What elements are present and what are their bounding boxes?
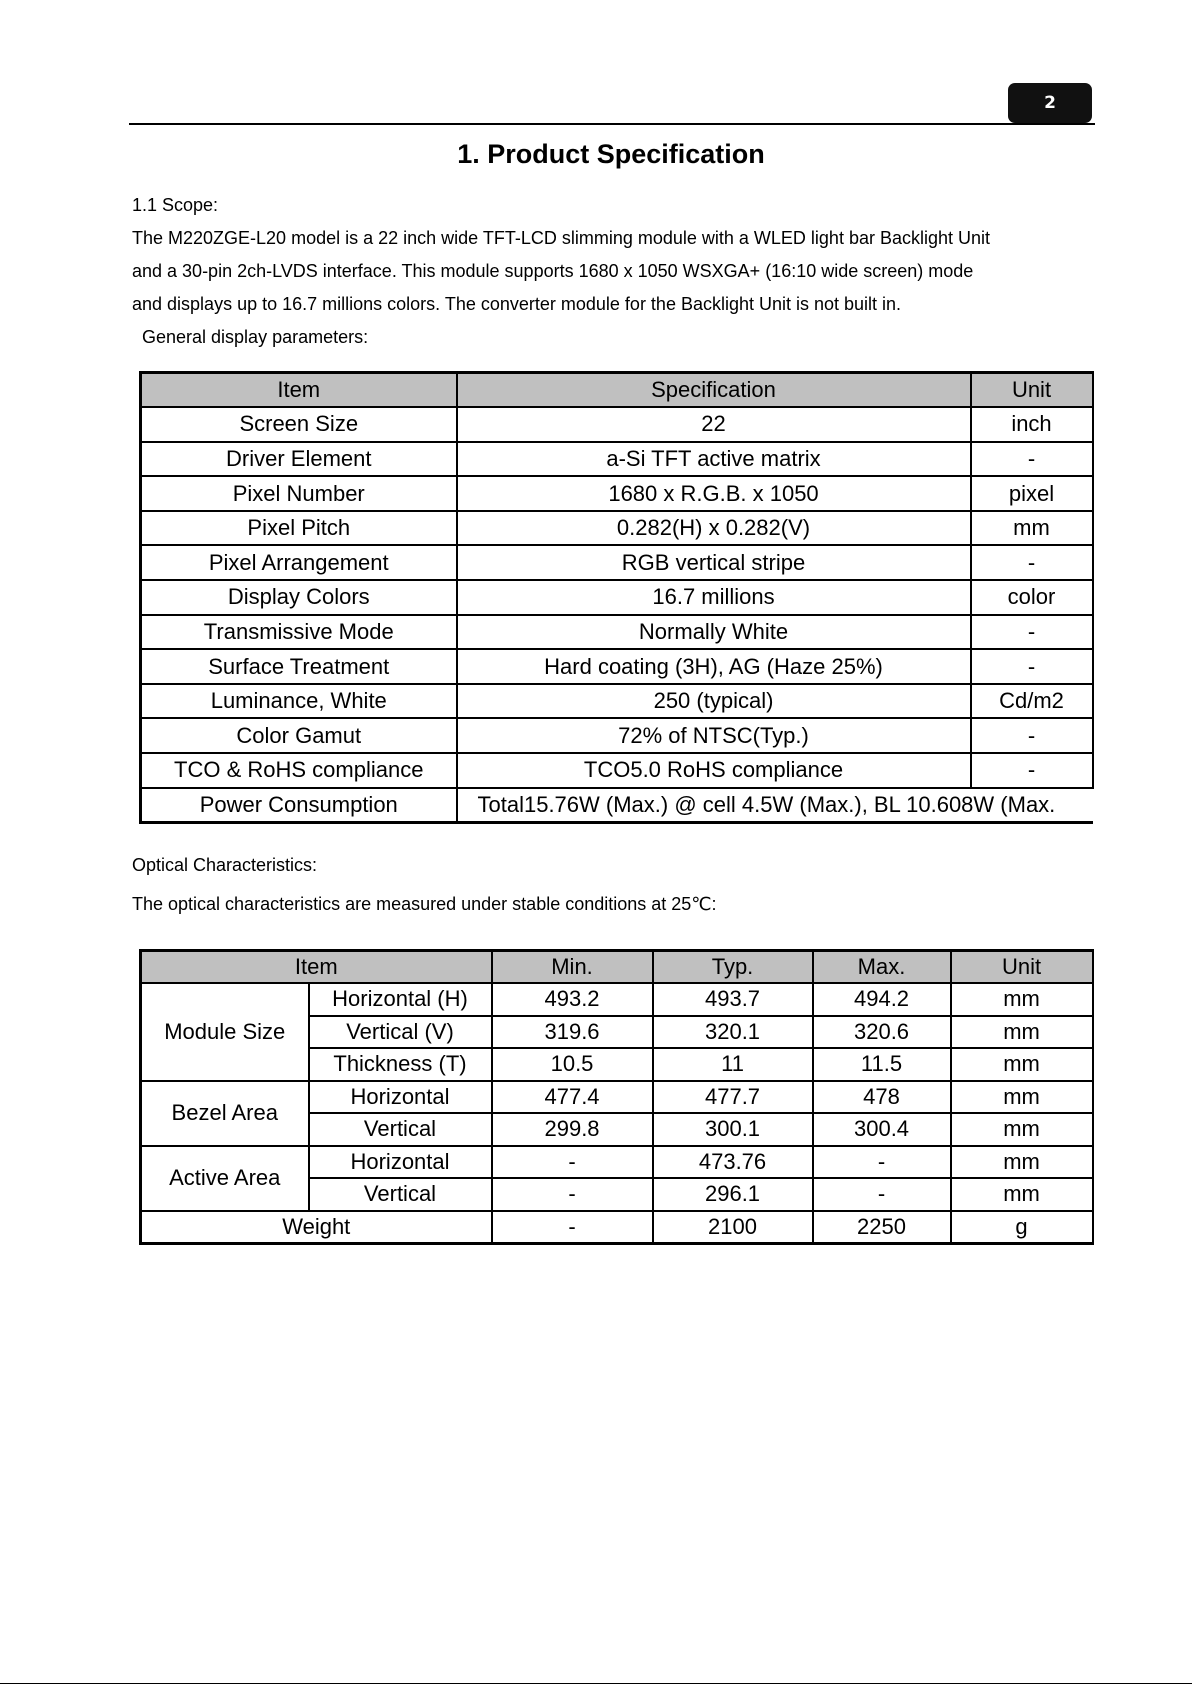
cell-max: 11.5	[813, 1048, 951, 1081]
cell-specification: 1680 x R.G.B. x 1050	[457, 476, 971, 511]
footer-rule	[0, 1683, 1192, 1684]
table-row	[141, 1146, 1093, 1179]
page-title: 1. Product Specification	[457, 139, 765, 169]
cell-unit: -	[971, 442, 1093, 477]
cell-item: Power Consumption	[141, 788, 457, 823]
table-row	[141, 580, 1093, 615]
cell-specification: Total15.76W (Max.) @ cell 4.5W (Max.), BL 10.608W (Max.	[457, 788, 1093, 823]
page-number-badge: 2	[1008, 83, 1092, 123]
cell-item: Pixel Number	[141, 476, 457, 511]
cell-typ: 493.7	[653, 983, 813, 1016]
cell-unit: color	[971, 580, 1093, 615]
cell-max: 494.2	[813, 983, 951, 1016]
table-row-weight	[141, 1211, 1093, 1244]
scope-heading: 1.1 Scope:	[132, 195, 219, 215]
cell-item: Luminance, White	[141, 684, 457, 719]
table-row	[141, 615, 1093, 650]
cell-max: 320.6	[813, 1016, 951, 1049]
cell-typ: 320.1	[653, 1016, 813, 1049]
cell-group-label: Active Area	[141, 1146, 309, 1211]
cell-min: -	[492, 1211, 653, 1244]
header-rule	[129, 123, 1095, 125]
cell-unit: mm	[951, 1048, 1093, 1081]
table-row	[141, 407, 1093, 442]
cell-max: -	[813, 1146, 951, 1179]
header-typ: Typ.	[653, 951, 813, 984]
header-item: Item	[141, 373, 457, 408]
cell-specification: TCO5.0 RoHS compliance	[457, 753, 971, 788]
cell-subitem: Vertical (V)	[309, 1016, 492, 1049]
cell-item: Driver Element	[141, 442, 457, 477]
cell-min: 319.6	[492, 1016, 653, 1049]
cell-unit: mm	[951, 1146, 1093, 1179]
cell-unit: -	[971, 615, 1093, 650]
table-row	[141, 1081, 1093, 1114]
cell-unit: mm	[951, 1113, 1093, 1146]
header-max: Max.	[813, 951, 951, 984]
cell-unit: mm	[951, 1178, 1093, 1211]
cell-specification: 16.7 millions	[457, 580, 971, 615]
cell-item: Color Gamut	[141, 718, 457, 753]
cell-max: 300.4	[813, 1113, 951, 1146]
optical-heading: Optical Characteristics:	[132, 855, 318, 875]
cell-unit: -	[971, 649, 1093, 684]
cell-unit: mm	[951, 1016, 1093, 1049]
scope-line-2: and a 30-pin 2ch-LVDS interface. This module supports 1680 x 1050 WSXGA+ (16:10 wide screen) mode	[132, 261, 974, 281]
table-row	[141, 476, 1093, 511]
cell-group-label: Bezel Area	[141, 1081, 309, 1146]
table-row	[141, 753, 1093, 788]
header-min: Min.	[492, 951, 653, 984]
table-row	[141, 649, 1093, 684]
cell-item: Surface Treatment	[141, 649, 457, 684]
cell-unit: -	[971, 545, 1093, 580]
cell-unit: Cd/m2	[971, 684, 1093, 719]
cell-min: 299.8	[492, 1113, 653, 1146]
cell-min: -	[492, 1178, 653, 1211]
cell-item: Display Colors	[141, 580, 457, 615]
cell-unit: mm	[951, 1081, 1093, 1114]
cell-specification: 250 (typical)	[457, 684, 971, 719]
table-row	[141, 718, 1093, 753]
cell-specification: RGB vertical stripe	[457, 545, 971, 580]
cell-min: 493.2	[492, 983, 653, 1016]
cell-subitem: Vertical	[309, 1178, 492, 1211]
cell-typ: 300.1	[653, 1113, 813, 1146]
cell-max: 478	[813, 1081, 951, 1114]
cell-specification: 72% of NTSC(Typ.)	[457, 718, 971, 753]
cell-min: 10.5	[492, 1048, 653, 1081]
table-row	[141, 788, 1093, 823]
cell-typ: 473.76	[653, 1146, 813, 1179]
scope-line-3: and displays up to 16.7 millions colors. The converter module for the Backlight Unit is not built in.	[132, 294, 902, 314]
cell-specification: Hard coating (3H), AG (Haze 25%)	[457, 649, 971, 684]
scope-line-1: The M220ZGE-L20 model is a 22 inch wide TFT-LCD slimming module with a WLED light bar Backlight Unit	[132, 228, 991, 248]
cell-subitem: Horizontal	[309, 1146, 492, 1179]
cell-typ: 296.1	[653, 1178, 813, 1211]
cell-subitem: Horizontal (H)	[309, 983, 492, 1016]
header-item: Item	[141, 951, 492, 984]
cell-max: -	[813, 1178, 951, 1211]
cell-item: Pixel Pitch	[141, 511, 457, 546]
cell-typ: 477.7	[653, 1081, 813, 1114]
cell-unit: inch	[971, 407, 1093, 442]
cell-specification: Normally White	[457, 615, 971, 650]
optical-note: The optical characteristics are measured under stable conditions at 25℃:	[132, 894, 717, 914]
table-header-row	[141, 373, 1093, 408]
cell-subitem: Thickness (T)	[309, 1048, 492, 1081]
general-parameters-table	[139, 371, 1094, 824]
cell-typ: 2100	[653, 1211, 813, 1244]
header-unit: Unit	[971, 373, 1093, 408]
cell-unit: -	[971, 718, 1093, 753]
table-row	[141, 684, 1093, 719]
cell-unit: mm	[971, 511, 1093, 546]
cell-unit: -	[971, 753, 1093, 788]
table-header-row	[141, 951, 1093, 984]
cell-specification: 0.282(H) x 0.282(V)	[457, 511, 971, 546]
table-row	[141, 442, 1093, 477]
cell-specification: 22	[457, 407, 971, 442]
cell-min: 477.4	[492, 1081, 653, 1114]
cell-item: Weight	[141, 1211, 492, 1244]
general-heading: General display parameters:	[142, 327, 369, 347]
cell-max: 2250	[813, 1211, 951, 1244]
cell-item: TCO & RoHS compliance	[141, 753, 457, 788]
header-unit: Unit	[951, 951, 1093, 984]
cell-unit: pixel	[971, 476, 1093, 511]
table-row	[141, 511, 1093, 546]
cell-specification: a-Si TFT active matrix	[457, 442, 971, 477]
table-row	[141, 545, 1093, 580]
cell-subitem: Horizontal	[309, 1081, 492, 1114]
cell-item: Transmissive Mode	[141, 615, 457, 650]
table-row	[141, 983, 1093, 1016]
cell-group-label: Module Size	[141, 983, 309, 1081]
header-specification: Specification	[457, 373, 971, 408]
cell-subitem: Vertical	[309, 1113, 492, 1146]
optical-characteristics-table	[139, 949, 1094, 1245]
cell-min: -	[492, 1146, 653, 1179]
cell-item: Screen Size	[141, 407, 457, 442]
cell-unit: mm	[951, 983, 1093, 1016]
cell-item: Pixel Arrangement	[141, 545, 457, 580]
cell-typ: 11	[653, 1048, 813, 1081]
cell-unit: g	[951, 1211, 1093, 1244]
